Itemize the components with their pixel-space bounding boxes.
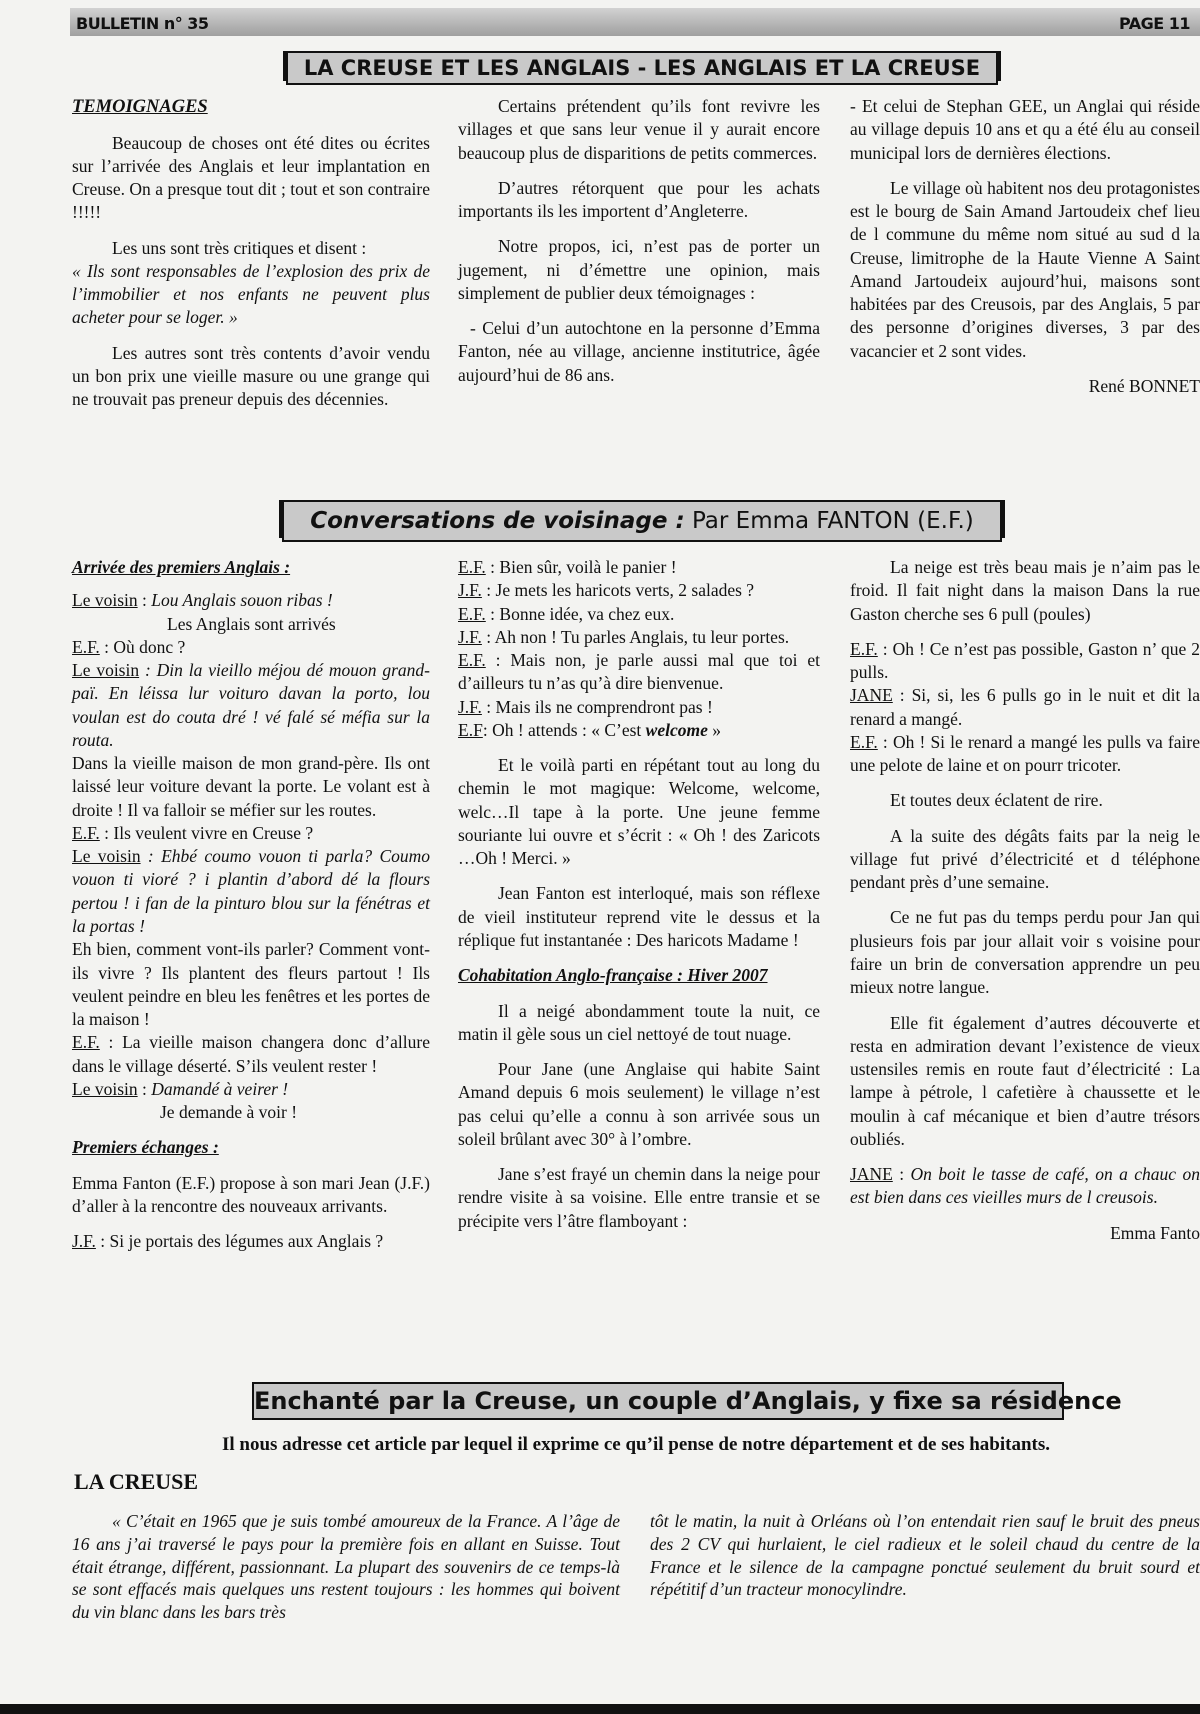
section-banner-conversations xyxy=(282,500,1002,542)
speaker-label: E.F. xyxy=(458,557,486,577)
dialogue-line: JANE : Si, si, les 6 pulls go in le nuit et dit la renard a mangé. xyxy=(850,685,1200,729)
paragraph: - Et celui de Stephan GEE, un Anglai qui réside au village depuis 10 ans et qu a été élu au conseil municipal lors de dernières élections. xyxy=(850,96,1200,163)
conversations-col-3 xyxy=(850,556,1200,1245)
paragraph: Jean Fanton est interloqué, mais son réflexe de vieil instituteur reprend vite le dessus et la réplique fut instantanée : Des haricots Madame ! xyxy=(458,883,820,950)
article-subtitle-wrap xyxy=(72,1432,1200,1457)
speaker-label: E.F. xyxy=(72,1032,100,1053)
paragraph: D’autres rétorquent que pour les achats importants ils les importent d’Angleterre. xyxy=(458,177,820,222)
speaker-label: E.F. xyxy=(458,650,486,671)
speaker-label: E.F. xyxy=(850,731,878,752)
banner-title: Enchanté par la Creuse, un couple d’Anglais, y fixe sa résidence xyxy=(254,1387,1122,1415)
speaker-label: Le voisin xyxy=(72,1078,138,1099)
dialogue-text: Din la vieillo méjou dé mouon grand-paï. En léissa lur voituro davan la porto, lou voulan est do couta dré ! vé falé sé méfia sur la routa. xyxy=(72,660,431,750)
speaker-label: E.F. xyxy=(458,603,486,624)
banner-left-bar xyxy=(283,51,286,81)
paragraph: La neige est très beau mais je n’aim pas le froid. Il fait night dans la maison Dans la rue Gaston cherche ses 6 pull (poules) xyxy=(850,557,1200,624)
dialogue-translation: Les Anglais sont arrivés xyxy=(167,613,336,634)
dialogue-line: E.F. : Bonne idée, va chez eux. xyxy=(458,603,675,624)
dialogue-line: J.F. : Si je portais des légumes aux Anglais ? xyxy=(72,1231,384,1252)
dialogue-text: Bonne idée, va chez eux. xyxy=(499,603,675,624)
arrivee-heading: Arrivée des premiers Anglais : xyxy=(72,557,291,577)
temoignages-heading: TEMOIGNAGES xyxy=(72,97,208,117)
section-banner-couple-anglais xyxy=(252,1382,1122,1420)
signature: René BONNET xyxy=(1088,375,1200,396)
paragraph: Beaucoup de choses ont été dites ou écrites sur l’arrivée des Anglais et leur implantation en Creuse. On a presque tout dit ; tout et son contraire !!!!! xyxy=(72,132,430,223)
dialogue-text: Si je portais des légumes aux Anglais ? xyxy=(109,1231,384,1252)
paragraph: Pour Jane (une Anglaise qui habite Saint Amand depuis 6 mois seulement) le village n’est pas celui qu’elle a connu à son arrivée sous un soleil brûlant avec 30° à l’ombre. xyxy=(458,1059,820,1149)
speaker-label: J.F. xyxy=(458,626,482,647)
paragraph: Le village où habitent nos deu protagonistes est le bourg de Sain Amand Jartoudeix chef lieu de l commune du même nom situé au sud d la Creuse, limitrophe de la Haute Vienne A Saint Amand Jartoudeix aujourd’hui, maisons sont habitées par des Creusois, par des Anglais, 5 par des personne d’origines diverses, 3 par des vacancier et 2 sont vides. xyxy=(850,177,1200,361)
dialogue-text: Oh ! Ce n’est pas possible, Gaston n’ que 2 pulls. xyxy=(850,638,1200,683)
speaker-label: J.F. xyxy=(458,696,482,717)
paragraph: Il a neigé abondamment toute la nuit, ce matin il gèle sous un ciel nettoyé de tout nuage. xyxy=(458,1000,820,1044)
dialogue-text: Mais ils ne comprendront pas ! xyxy=(495,696,713,717)
paragraph: Les autres sont très contents d’avoir vendu un bon prix une vieille masure ou une grange qui ne trouvait pas preneur depuis des décennies. xyxy=(72,342,430,410)
article-col-left xyxy=(72,1510,620,1624)
dialogue-line: Le voisin : Ehbé coumo vouon ti parla? Coumo vouon ti vioré ? i plantin d’abord dé la flours pertou ! i fan de la pinturo blou sur la fénétras et la portas ! xyxy=(72,846,431,936)
section-banner-creuse-anglais xyxy=(286,51,998,85)
dialogue-line: E.F: Oh ! attends : « C’est welcome » xyxy=(458,719,721,740)
speaker-label: Le voisin xyxy=(72,660,140,681)
speaker-label: JANE xyxy=(850,1164,893,1185)
bulletin-number: BULLETIN n° 35 xyxy=(76,14,209,33)
dialogue-line: E.F. : La vieille maison changera donc d’allure dans le village déserté. S’ils veulent rester ! xyxy=(72,1032,430,1076)
speaker-label: E.F. xyxy=(72,822,100,843)
dialogue-text: La vieille maison changera donc d’allure dans le village déserté. S’ils veulent rester ! xyxy=(72,1032,430,1076)
page-number: PAGE 11 xyxy=(1118,14,1190,33)
dialogue-text: Ah non ! Tu parles Anglais, tu leur portes. xyxy=(494,626,790,647)
conversations-col-1 xyxy=(72,556,430,1253)
dialogue-line: J.F. : Ah non ! Tu parles Anglais, tu leur portes. xyxy=(458,626,790,647)
banner-right-bar xyxy=(998,51,1001,81)
conversations-col-2 xyxy=(458,556,820,1233)
dialogue-text: welcome xyxy=(645,719,708,740)
dialogue-translation: Eh bien, comment vont-ils parler? Comment vont-ils vivre ? Ils plantent des fleurs partout ! Ils veulent peindre en bleu les fenêtres et les portes de la maison ! xyxy=(72,939,430,1030)
quote: « Ils sont responsables de l’explosion des prix de l’immobilier et nos enfants ne peuvent plus acheter pour se loger. » xyxy=(72,260,430,328)
speaker-label: JANE xyxy=(850,685,893,706)
speaker-label: J.F. xyxy=(458,580,482,601)
dialogue-translation: Je demande à voir ! xyxy=(160,1102,298,1123)
dialogue-text: On boit le tasse de café, on a chauc on est bien dans ces vieilles murs de l creusois. xyxy=(850,1164,1200,1208)
signature: Emma Fanto xyxy=(1110,1222,1200,1243)
dialogue-text: Damandé à veirer ! xyxy=(151,1078,289,1099)
paragraph: A la suite des dégâts faits par la neig le village fut privé d’électricité et d téléphone pendant près d’une semaine. xyxy=(850,825,1200,893)
dialogue-line: J.F. : Je mets les haricots verts, 2 salades ? xyxy=(458,580,755,601)
dialogue-text: Oh ! Si le renard a mangé les pulls va faire une pelote de laine et on pourr tricoter. xyxy=(850,731,1200,776)
paragraph: Jane s’est frayé un chemin dans la neige pour rendre visite à sa voisine. Elle entre transie et se précipite vers l’âtre flamboyant : xyxy=(458,1164,820,1231)
temoignages-col-2 xyxy=(458,95,820,399)
paragraph: - Celui d’un autochtone en la personne d’Emma Fanton, née au village, ancienne institutrice, âgée aujourd’hui de 86 ans. xyxy=(458,318,820,385)
banner-title-author: Par Emma FANTON (E.F.) xyxy=(691,508,974,534)
dialogue-text: Je mets les haricots verts, 2 salades ? xyxy=(495,580,755,601)
page-header-bar xyxy=(70,8,1200,36)
paragraph: Elle fit également d’autres découverte et resta en admiration devant l’existence de vieux ustensiles remis en route faut d’électricité : La lampe à pétrole, l cafetière à chaussette et le moulin à caf mécanique et bien d’autre trésors oubliés. xyxy=(850,1012,1200,1149)
article-subtitle: Il nous adresse cet article par lequel il exprime ce qu’il pense de notre département et de ses habitants. xyxy=(221,1434,1050,1455)
dialogue-text: Ils veulent vivre en Creuse ? xyxy=(113,822,314,843)
temoignages-col-1 xyxy=(72,95,430,424)
article-col-right xyxy=(650,1510,1200,1601)
article-heading-wrap xyxy=(74,1467,198,1496)
paragraph: Notre propos, ici, n’est pas de porter un jugement, ni d’émettre une opinion, mais simplement de publier deux témoignages : xyxy=(458,236,820,303)
speaker-label: Le voisin xyxy=(72,846,141,867)
paragraph: Ce ne fut pas du temps perdu pour Jan qui plusieurs fois par jour allait voir s voisine pour faire un brin de conversation apprendre un peu mieux notre langue. xyxy=(850,907,1200,998)
paragraph: Et le voilà parti en répétant tout au long du chemin le mot magique: Welcome, welcome, welc…Il tape à la porte. Une jeune femme souriante lui ouvre et s’écrit : « Oh ! des Zaricots …Oh ! Merci. » xyxy=(458,755,820,869)
temoignages-col-3 xyxy=(850,95,1200,410)
banner-title: LA CREUSE ET LES ANGLAIS - LES ANGLAIS ET LA CREUSE xyxy=(303,56,981,80)
dialogue-text: Où donc ? xyxy=(113,636,186,657)
dialogue-text: Oh ! attends : « C’est xyxy=(492,719,642,740)
dialogue-line: J.F. : Mais ils ne comprendront pas ! xyxy=(458,696,713,717)
dialogue-line: E.F. : Oh ! Ce n’est pas possible, Gaston n’ que 2 pulls. xyxy=(850,638,1200,683)
speaker-label: E.F xyxy=(458,719,483,740)
dialogue-line: Le voisin : Damandé à veirer ! xyxy=(72,1078,289,1099)
dialogue-text: Mais non, je parle aussi mal que toi et d’ailleurs tu n’as qu’à dire bienvenue. xyxy=(458,650,820,694)
dialogue-line: Le voisin : Din la vieillo méjou dé mouon grand-paï. En léissa lur voituro davan la porto, lou voulan est do couta dré ! vé falé sé méfia sur la routa. xyxy=(72,660,431,750)
dialogue-translation: Dans la vieille maison de mon grand-père. Ils ont laissé leur voiture devant la porte. Le volant est à droite ! Il va falloir se méfier sur les routes. xyxy=(72,753,430,820)
dialogue-line: Le voisin : Lou Anglais souon ribas ! xyxy=(72,590,333,611)
paragraph: Certains prétendent qu’ils font revivre les villages et que sans leur venue il y aurait encore beaucoup plus de disparitions de petits commerces. xyxy=(458,96,820,163)
dialogue-line: E.F. : Mais non, je parle aussi mal que toi et d’ailleurs tu n’as qu’à dire bienvenue. xyxy=(458,650,820,694)
dialogue-text: Lou Anglais souon ribas ! xyxy=(151,590,333,611)
article-heading: LA CREUSE xyxy=(74,1469,199,1494)
paragraph: « C’était en 1965 que je suis tombé amoureux de la France. A l’âge de 16 ans j’ai traversé le pays pour la première fois en allant en Suisse. Tout était étrange, différent, passionnant. La plupart des souvenirs de ce temps-là se sont effacés mais quelques uns restent toujours : les hommes qui boivent du vin blanc dans les bars très xyxy=(72,1511,620,1622)
speaker-label: J.F. xyxy=(72,1231,96,1252)
banner-right-bar xyxy=(1002,500,1005,538)
paragraph: tôt le matin, la nuit à Orléans où l’on entendait rien sauf le bruit des pneus des 2 CV qui hurlaient, le ciel radieux et le soleil chaud du centre de la France et le silence de la campagne ponctué seulement du bruit sourd et répétitif d’un tracteur monocylindre. xyxy=(650,1511,1200,1600)
dialogue-text: Si, si, les 6 pulls go in le nuit et dit la renard a mangé. xyxy=(850,685,1200,729)
dialogue-line: E.F. : Oh ! Si le renard a mangé les pulls va faire une pelote de laine et on pourr tricoter. xyxy=(850,731,1200,776)
echanges-heading: Premiers échanges : xyxy=(72,1137,219,1158)
speaker-label: E.F. xyxy=(72,636,100,657)
dialogue-line: E.F. : Où donc ? xyxy=(72,636,186,657)
dialogue-line: JANE : On boit le tasse de café, on a chauc on est bien dans ces vieilles murs de l creusois. xyxy=(850,1164,1200,1208)
speaker-label: E.F. xyxy=(850,638,878,659)
dialogue-text: Bien sûr, voilà le panier ! xyxy=(499,557,677,577)
paragraph: Emma Fanton (E.F.) propose à son mari Jean (J.F.) d’aller à la rencontre des nouveaux arrivants. xyxy=(72,1172,430,1216)
speaker-label: Le voisin xyxy=(72,590,138,611)
banner-title-italic: Conversations de voisinage : xyxy=(310,508,685,534)
page-bottom-edge xyxy=(0,1704,1200,1714)
paragraph: Les uns sont très critiques et disent : xyxy=(112,237,367,258)
dialogue-text: Ehbé coumo vouon ti parla? Coumo vouon ti vioré ? i plantin d’abord dé la flours pertou ! i fan de la pinturo blou sur la fénétras et la portas ! xyxy=(72,846,431,936)
dialogue-line: E.F. : Ils veulent vivre en Creuse ? xyxy=(72,822,314,843)
dialogue-line: E.F. : Bien sûr, voilà le panier ! xyxy=(458,557,677,577)
banner-left-bar xyxy=(279,500,282,538)
cohabitation-heading: Cohabitation Anglo-française : Hiver 2007 xyxy=(458,965,768,986)
paragraph: Et toutes deux éclatent de rire. xyxy=(890,790,1103,811)
